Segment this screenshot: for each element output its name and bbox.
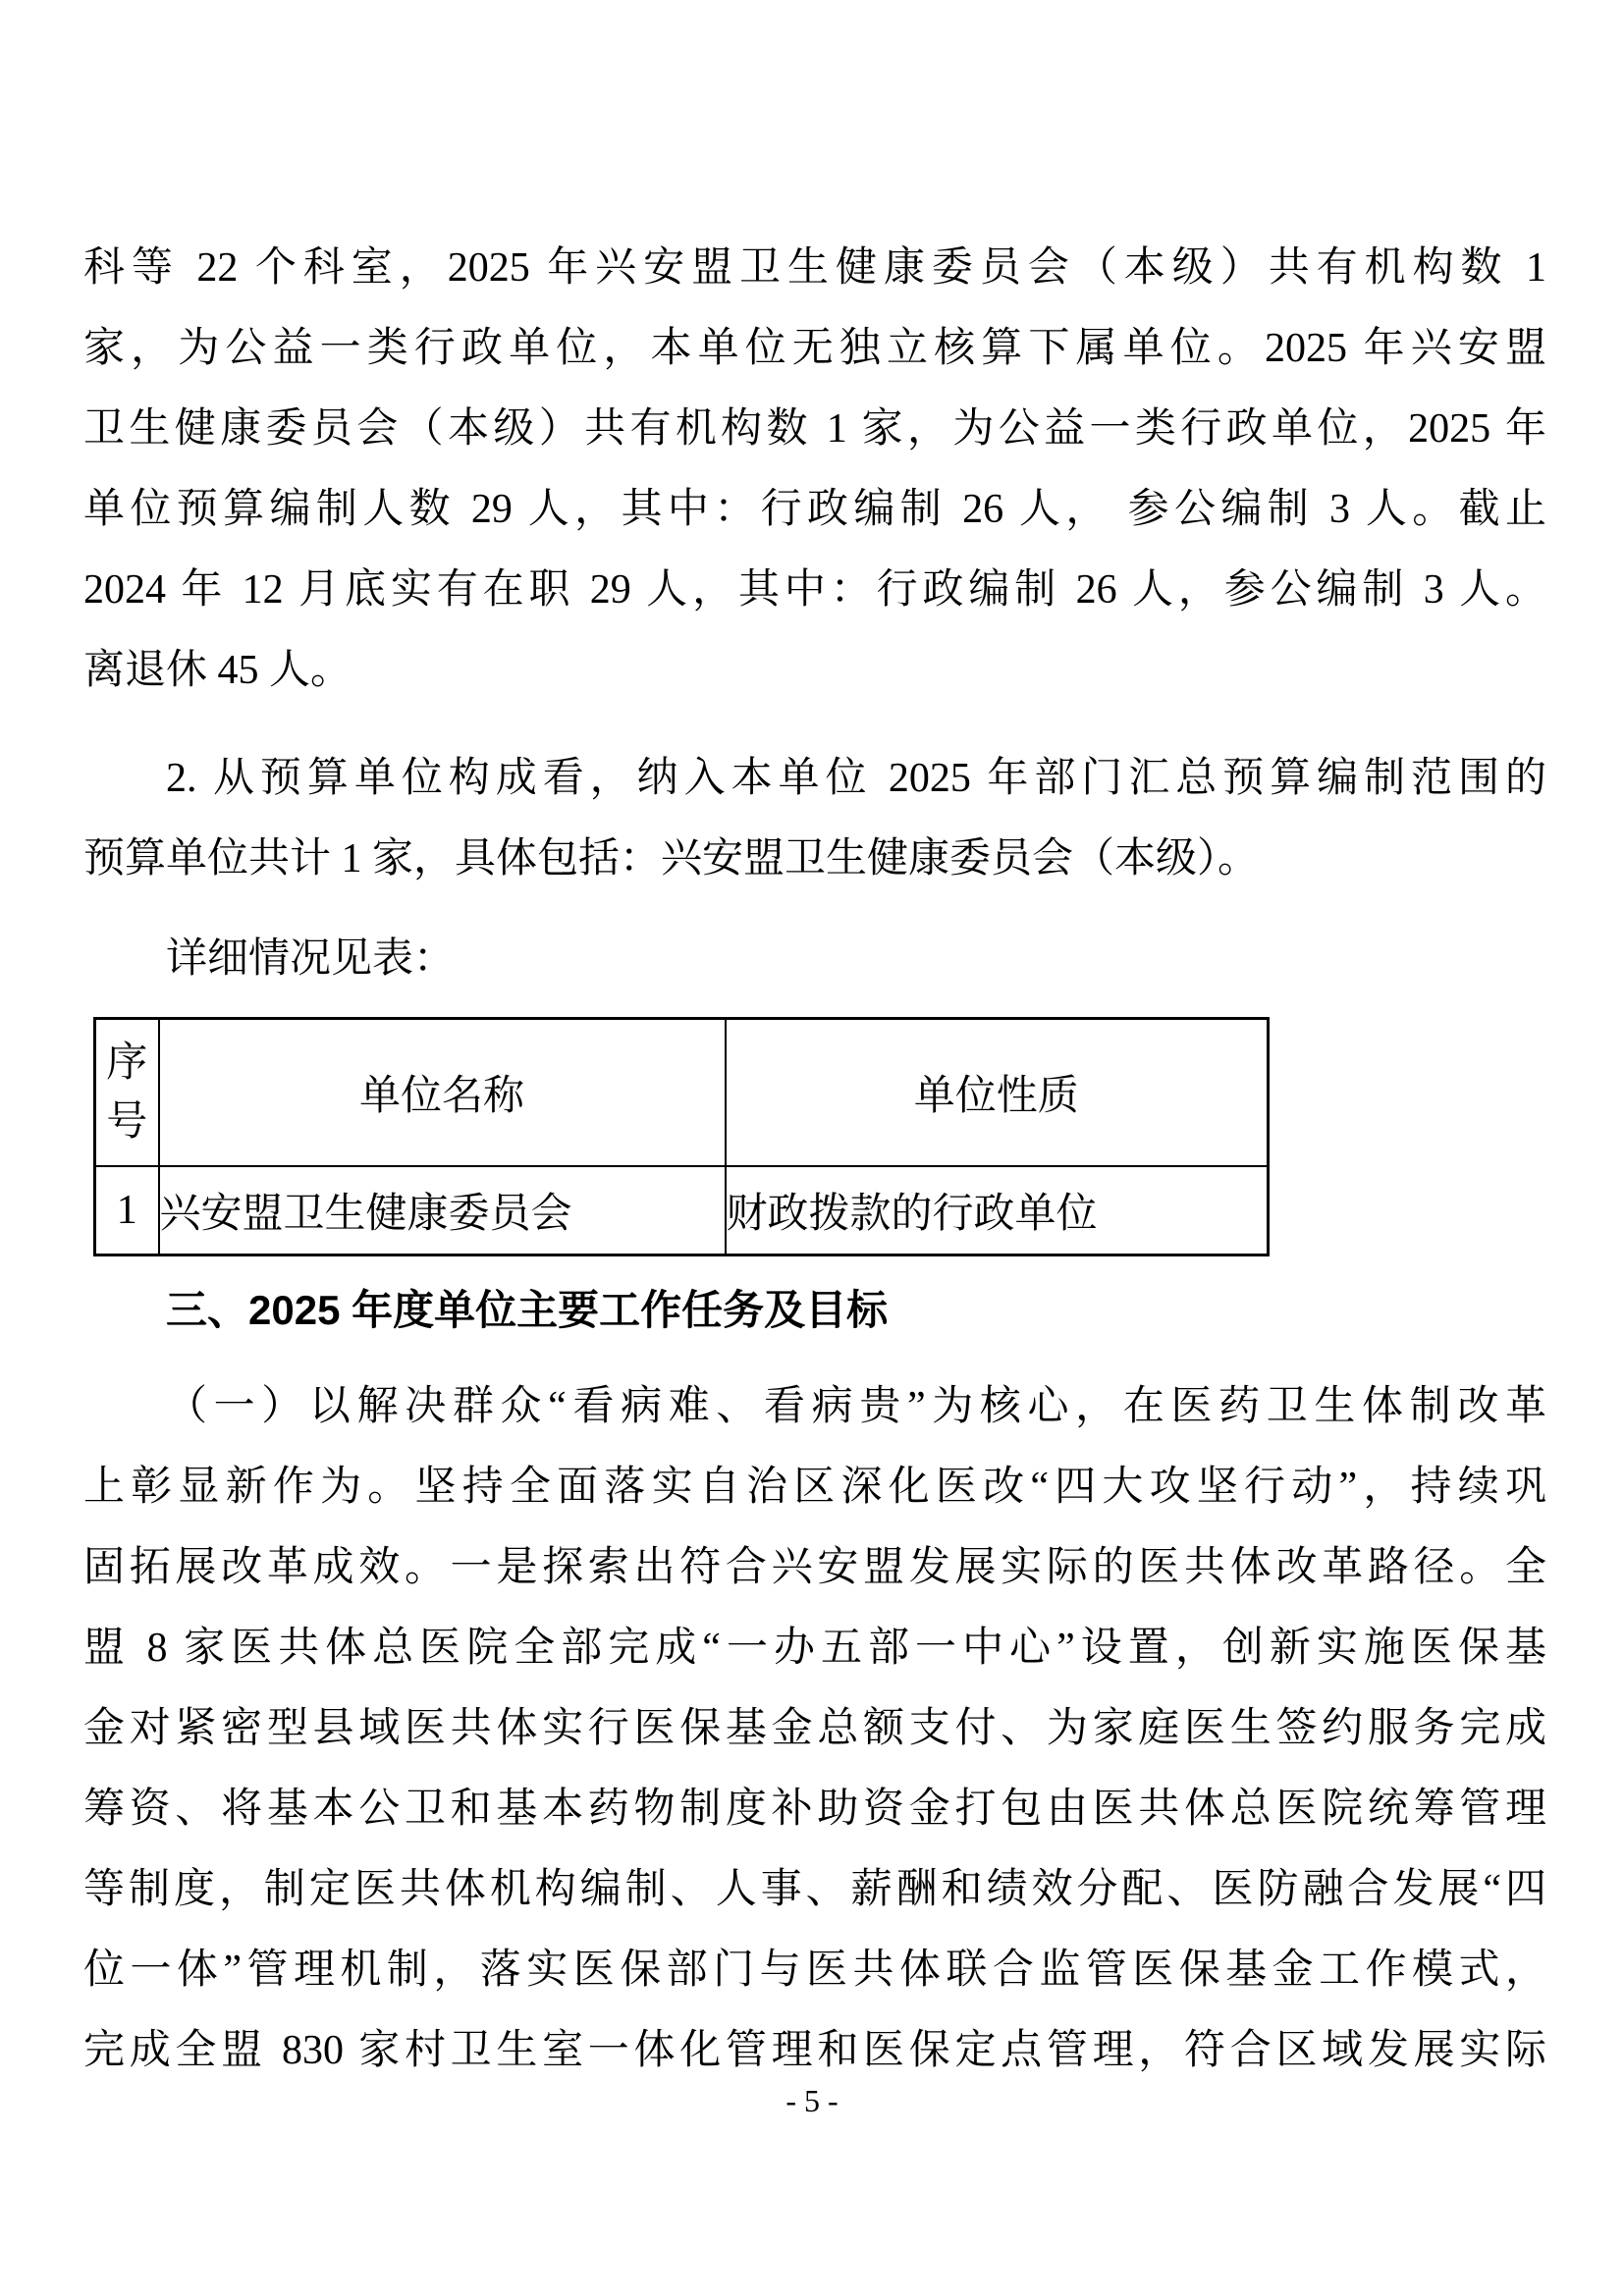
text-line: 卫生健康委员会（本级）共有机构数 1 家，为公益一类行政单位，2025 年	[83, 406, 1546, 452]
text-line: 家，为公益一类行政单位，本单位无独立核算下属单位。2025 年兴安盟	[83, 326, 1546, 371]
table-header-row	[95, 1019, 1269, 1166]
text-line: 筹资、将基本公卫和基本药物制度补助资金打包由医共体总医院统筹管理	[83, 1787, 1546, 1832]
paragraph-budget-units	[83, 738, 1546, 899]
text-line: 单位预算编制人数 29 人，其中：行政编制 26 人， 参公编制 3 人。截止	[83, 487, 1546, 532]
paragraph-overview	[83, 228, 1546, 711]
text-line: 离退休 45 人。	[83, 648, 352, 693]
table-header-seq: 序号	[95, 1019, 159, 1166]
paragraph-tasks	[83, 1366, 1546, 2091]
cell-unit-name: 兴安盟卫生健康委员会	[159, 1166, 726, 1255]
cell-unit-type: 财政拨款的行政单位	[726, 1166, 1269, 1255]
table-row	[95, 1166, 1269, 1255]
table-intro-text: 详细情况见表：	[166, 936, 456, 982]
text-line: 固拓展改革成效。一是探索出符合兴安盟发展实际的医共体改革路径。全	[83, 1545, 1546, 1590]
text-line: 上彰显新作为。坚持全面落实自治区深化医改“四大攻坚行动”，持续巩	[83, 1465, 1546, 1510]
units-table	[93, 1017, 1270, 1256]
text-line: 2. 从预算单位构成看，纳入本单位 2025 年部门汇总预算编制范围的	[166, 756, 1546, 801]
cell-seq: 1	[95, 1166, 159, 1255]
text-line: 金对紧密型县域医共体实行医保基金总额支付、为家庭医生签约服务完成	[83, 1706, 1546, 1751]
section-heading: 三、2025 年度单位主要工作任务及目标	[166, 1287, 889, 1333]
text-line: 等制度，制定医共体机构编制、人事、薪酬和绩效分配、医防融合发展“四	[83, 1867, 1546, 1912]
text-line: （一）以解决群众“看病难、看病贵”为核心，在医药卫生体制改革	[166, 1384, 1546, 1429]
table-header-unit-type: 单位性质	[726, 1019, 1269, 1166]
text-line: 科等 22 个科室，2025 年兴安盟卫生健康委员会（本级）共有机构数 1	[83, 245, 1546, 291]
page-number: - 5 -	[785, 2083, 839, 2118]
text-line: 位一体”管理机制，落实医保部门与医共体联合监管医保基金工作模式，	[83, 1948, 1546, 1993]
text-line: 2024 年 12 月底实有在职 29 人，其中：行政编制 26 人，参公编制 3 人。	[83, 567, 1546, 613]
text-line: 盟 8 家医共体总医院全部完成“一办五部一中心”设置，创新实施医保基	[83, 1626, 1546, 1671]
text-line: 完成全盟 830 家村卫生室一体化管理和医保定点管理，符合区域发展实际	[83, 2028, 1546, 2073]
table-header-unit-name: 单位名称	[159, 1019, 726, 1166]
text-line: 预算单位共计 1 家，具体包括：兴安盟卫生健康委员会（本级）。	[83, 836, 1260, 881]
